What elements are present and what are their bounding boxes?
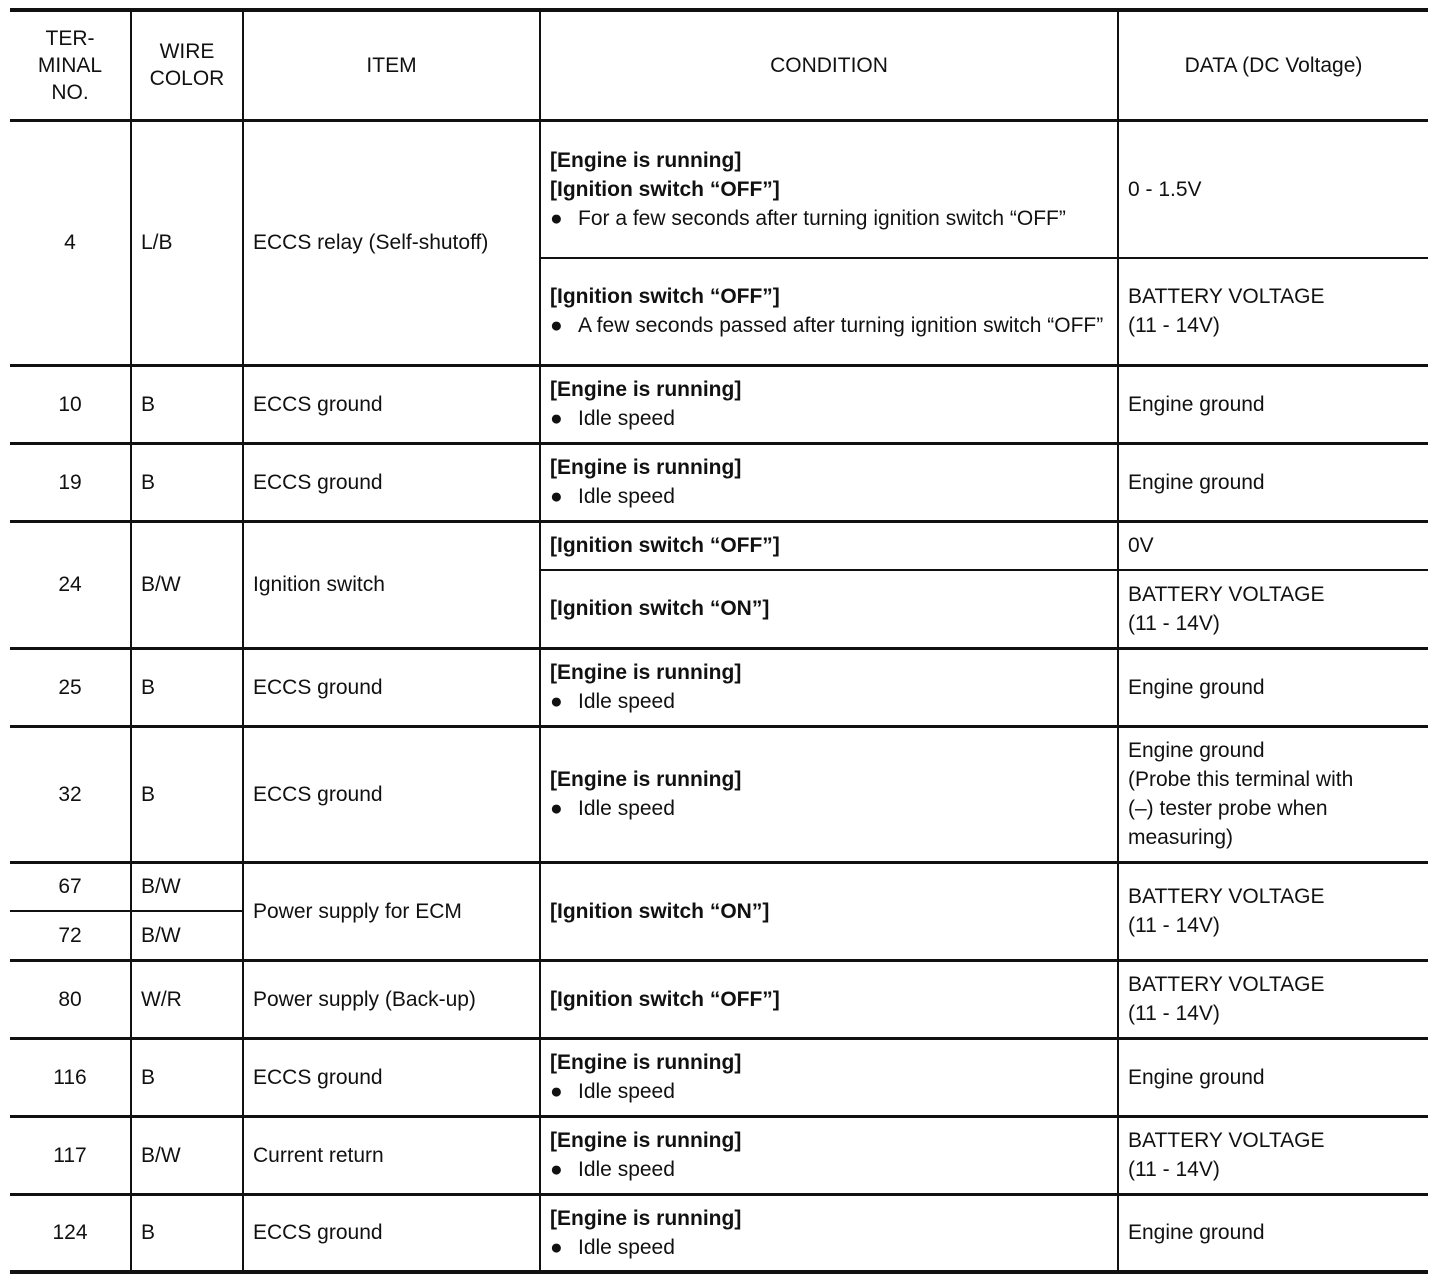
bullet-icon: ●: [550, 407, 563, 430]
condition-cell: [540, 648, 1118, 726]
data-cell: [1118, 1038, 1428, 1116]
data-cell: [1118, 365, 1428, 443]
bullet-icon: ●: [550, 1235, 563, 1259]
table-row: [10, 726, 1428, 862]
table-row: [10, 443, 1428, 521]
condition-heading: [Engine is running]: [550, 456, 742, 479]
wire-color: L/B: [131, 120, 243, 365]
terminal-no: 80: [10, 960, 131, 1038]
item-name: ECCS ground: [243, 648, 540, 726]
data-line: BATTERY VOLTAGE: [1128, 582, 1325, 606]
item-name: Power supply (Back-up): [243, 960, 540, 1038]
bullet-icon: ●: [550, 797, 563, 820]
wire-color: B: [131, 648, 243, 726]
condition-bullet-item: [550, 794, 1108, 823]
condition-heading: [Engine is running]: [550, 148, 742, 172]
data-line: Engine ground: [1128, 1065, 1265, 1089]
col-header-condition: CONDITION: [540, 10, 1118, 120]
condition-bullet-item: [550, 311, 1108, 340]
col-header-item: ITEM: [243, 10, 540, 120]
condition-cell: [540, 1194, 1118, 1272]
item-name: ECCS ground: [243, 1038, 540, 1116]
item-name: Current return: [243, 1116, 540, 1194]
col-header-terminal: TER- MINAL NO.: [10, 10, 131, 120]
terminal-no: 25: [10, 648, 131, 726]
condition-bullet-item: [550, 687, 1108, 716]
data-line: (11 - 14V): [1128, 1002, 1220, 1025]
wire-color: W/R: [131, 960, 243, 1038]
terminal-no: 124: [10, 1194, 131, 1272]
data-line: (Probe this terminal with: [1128, 768, 1354, 791]
data-cell: [1118, 258, 1428, 365]
bullet-icon: ●: [550, 206, 563, 230]
condition-bullet-text: A few seconds passed after turning ignition switch “OFF”: [578, 314, 1104, 338]
table-row: [10, 862, 1428, 911]
terminal-no: 32: [10, 726, 131, 862]
condition-bullet-item: [550, 1077, 1108, 1106]
table-body: [10, 120, 1428, 1272]
wire-color: B/W: [131, 862, 243, 911]
bullet-icon: ●: [550, 314, 563, 338]
data-line: Engine ground: [1128, 675, 1265, 699]
wire-color: B: [131, 726, 243, 862]
terminal-no: 116: [10, 1038, 131, 1116]
data-line: BATTERY VOLTAGE: [1128, 1129, 1325, 1152]
condition-cell: [540, 1116, 1118, 1194]
item-name: ECCS ground: [243, 726, 540, 862]
data-cell: [1118, 960, 1428, 1038]
table-row: [10, 960, 1428, 1038]
bullet-icon: ●: [550, 690, 563, 713]
table-row: [10, 521, 1428, 570]
condition-heading: [Ignition switch “OFF”]: [550, 177, 780, 201]
data-cell: [1118, 1116, 1428, 1194]
bullet-icon: ●: [550, 1158, 563, 1181]
table-row: [10, 365, 1428, 443]
wire-color: B: [131, 365, 243, 443]
condition-heading: [Engine is running]: [550, 378, 742, 401]
data-line: Engine ground: [1128, 392, 1265, 416]
data-line: (11 - 14V): [1128, 1158, 1220, 1181]
condition-bullet-item: [550, 1155, 1108, 1184]
terminal-no: 72: [10, 911, 131, 960]
condition-bullet-item: [550, 404, 1108, 433]
table-row: [10, 648, 1428, 726]
table-row: [10, 1194, 1428, 1272]
item-name: ECCS ground: [243, 1194, 540, 1272]
data-cell: [1118, 648, 1428, 726]
data-cell: [1118, 521, 1428, 570]
data-line: (11 - 14V): [1128, 611, 1220, 635]
condition-heading: [Ignition switch “OFF”]: [550, 534, 780, 558]
wire-color: B: [131, 443, 243, 521]
wire-color: B/W: [131, 521, 243, 648]
condition-cell: [540, 570, 1118, 648]
condition-bullet-text: Idle speed: [578, 1235, 675, 1259]
condition-bullet-text: Idle speed: [578, 1080, 675, 1103]
item-name: Ignition switch: [243, 521, 540, 648]
bullet-icon: ●: [550, 485, 563, 508]
data-line: Engine ground: [1128, 739, 1265, 762]
table-row: [10, 1038, 1428, 1116]
condition-cell: [540, 862, 1118, 960]
data-cell: [1118, 862, 1428, 960]
condition-bullet-text: Idle speed: [578, 797, 675, 820]
terminal-no: 4: [10, 120, 131, 365]
data-line: measuring): [1128, 826, 1234, 849]
table-row: [10, 120, 1428, 258]
data-line: Engine ground: [1128, 470, 1265, 494]
condition-heading: [Ignition switch “ON”]: [550, 597, 770, 621]
condition-bullet-text: Idle speed: [578, 1158, 675, 1181]
item-name: ECCS ground: [243, 365, 540, 443]
data-line: Engine ground: [1128, 1221, 1265, 1245]
data-line: 0 - 1.5V: [1128, 177, 1202, 201]
col-header-data: DATA (DC Voltage): [1118, 10, 1428, 120]
item-name: ECCS ground: [243, 443, 540, 521]
condition-cell: [540, 521, 1118, 570]
condition-cell: [540, 258, 1118, 365]
item-name: ECCS relay (Self-shutoff): [243, 120, 540, 365]
condition-cell: [540, 1038, 1118, 1116]
condition-heading: [Engine is running]: [550, 768, 742, 791]
data-line: (11 - 14V): [1128, 914, 1220, 937]
condition-cell: [540, 960, 1118, 1038]
condition-heading: [Engine is running]: [550, 1129, 742, 1152]
condition-bullet-text: Idle speed: [578, 407, 675, 430]
data-line: (11 - 14V): [1128, 314, 1220, 338]
wire-color: B: [131, 1038, 243, 1116]
wire-color: B/W: [131, 1116, 243, 1194]
condition-cell: [540, 443, 1118, 521]
condition-heading: [Ignition switch “OFF”]: [550, 285, 780, 309]
condition-cell: [540, 365, 1118, 443]
table-row: [10, 1116, 1428, 1194]
header-row: [10, 10, 1428, 120]
condition-heading: [Ignition switch “ON”]: [550, 899, 770, 923]
condition-heading: [Engine is running]: [550, 661, 742, 684]
condition-bullet-item: [550, 204, 1108, 233]
data-cell: [1118, 726, 1428, 862]
data-cell: [1118, 1194, 1428, 1272]
terminal-data-table: [10, 8, 1428, 1274]
condition-heading: [Ignition switch “OFF”]: [550, 987, 780, 1011]
condition-bullet-item: [550, 482, 1108, 511]
condition-bullet-text: Idle speed: [578, 690, 675, 713]
data-line: BATTERY VOLTAGE: [1128, 973, 1325, 996]
terminal-no: 19: [10, 443, 131, 521]
data-line: 0V: [1128, 534, 1154, 558]
terminal-no: 67: [10, 862, 131, 911]
condition-heading: [Engine is running]: [550, 1206, 742, 1230]
item-name: Power supply for ECM: [243, 862, 540, 960]
data-cell: [1118, 570, 1428, 648]
condition-bullet-text: For a few seconds after turning ignition switch “OFF”: [578, 206, 1066, 230]
wire-color: B: [131, 1194, 243, 1272]
data-cell: [1118, 443, 1428, 521]
bullet-icon: ●: [550, 1080, 563, 1103]
condition-heading: [Engine is running]: [550, 1051, 742, 1074]
terminal-no: 10: [10, 365, 131, 443]
data-line: BATTERY VOLTAGE: [1128, 285, 1325, 309]
terminal-no: 24: [10, 521, 131, 648]
condition-cell: [540, 726, 1118, 862]
data-line: (–) tester probe when: [1128, 797, 1328, 820]
condition-cell: [540, 120, 1118, 258]
data-line: BATTERY VOLTAGE: [1128, 885, 1325, 908]
terminal-no: 117: [10, 1116, 131, 1194]
condition-bullet-item: [550, 1233, 1108, 1262]
data-cell: [1118, 120, 1428, 258]
condition-bullet-text: Idle speed: [578, 485, 675, 508]
wire-color: B/W: [131, 911, 243, 960]
col-header-wire-color: WIRE COLOR: [131, 10, 243, 120]
